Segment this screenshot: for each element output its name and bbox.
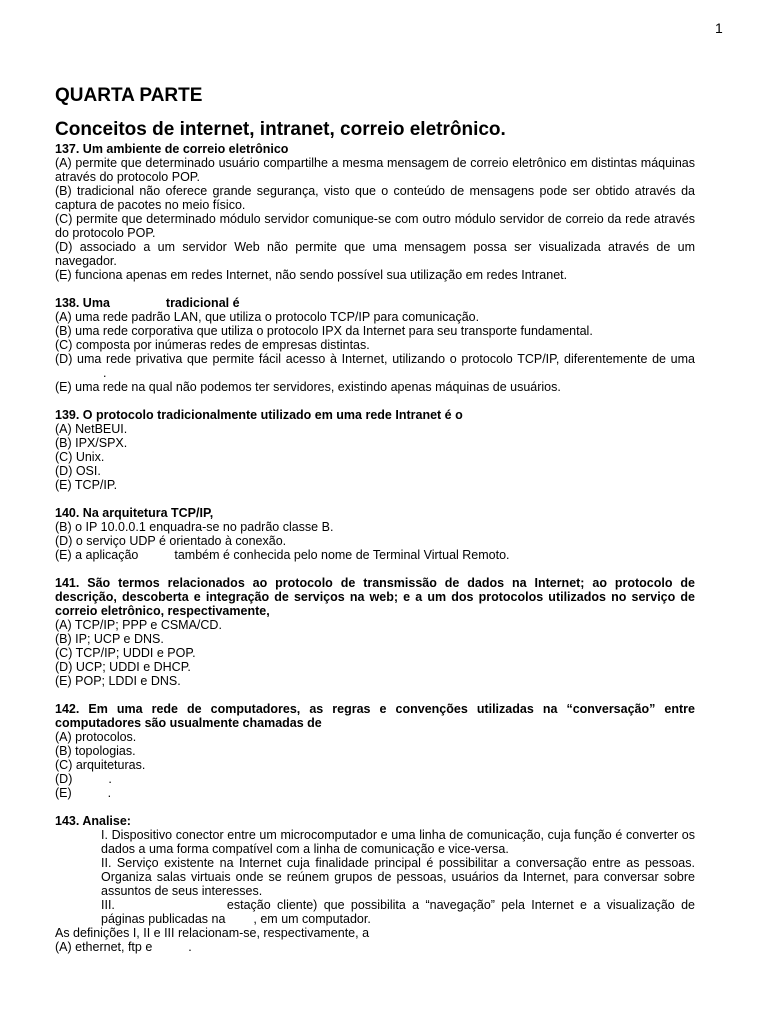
option-c: (C) permite que determinado módulo servidor comunique-se com outro módulo servidor de correio da rede através do protocolo POP. bbox=[55, 212, 695, 240]
question-143 bbox=[55, 814, 695, 954]
option-d bbox=[55, 772, 695, 786]
option-c: (C) arquiteturas. bbox=[55, 758, 146, 772]
option-d: (D) o serviço UDP é orientado à conexão. bbox=[55, 534, 287, 548]
question-stem: 137. Um ambiente de correio eletrônico bbox=[55, 142, 289, 156]
question-137 bbox=[55, 142, 695, 282]
option-e-end: também é conhecida pelo nome de Terminal Virtual Remoto. bbox=[174, 548, 510, 562]
statement-i: I. Dispositivo conector entre um microcomputador e uma linha de comunicação, cuja função é converter os dados a uma forma compatível com a linha de comunicação e vice-versa. bbox=[101, 828, 695, 856]
option-a: (A) NetBEUI. bbox=[55, 422, 128, 436]
statement-ii: II. Serviço existente na Internet cuja finalidade principal é possibilitar a conversação entre as pessoas. Organiza salas virtuais onde se reúnem grupos de pessoas, usuários da Internet, para conversar sobre assuntos de seus interesses. bbox=[101, 856, 695, 898]
stem-start: 138. Uma bbox=[55, 296, 110, 310]
option-e: (E) POP; LDDI e DNS. bbox=[55, 674, 181, 688]
document-body bbox=[55, 84, 695, 954]
option-b: (B) uma rede corporativa que utiliza o protocolo IPX da Internet para seu transporte fundamental. bbox=[55, 324, 593, 338]
option-b: (B) tradicional não oferece grande segurança, visto que o conteúdo de mensagens pode ser obtido através da captura de pacotes no meio físico. bbox=[55, 184, 695, 212]
option-a: (A) uma rede padrão LAN, que utiliza o protocolo TCP/IP para comunicação. bbox=[55, 310, 480, 324]
option-d: (D) associado a um servidor Web não permite que uma mensagem possa ser visualizada através de um navegador. bbox=[55, 240, 695, 268]
option-e: (E) TCP/IP. bbox=[55, 478, 118, 492]
option-b: (B) o IP 10.0.0.1 enquadra-se no padrão classe B. bbox=[55, 520, 334, 534]
question-142 bbox=[55, 702, 695, 800]
option-e: (E) funciona apenas em redes Internet, não sendo possível sua utilização em redes Intranet. bbox=[55, 268, 568, 282]
option-a: (A) permite que determinado usuário compartilhe a mesma mensagem de correio eletrônico em distintas máquinas através do protocolo POP. bbox=[55, 156, 695, 184]
option-c: (C) composta por inúmeras redes de empresas distintas. bbox=[55, 338, 370, 352]
statement-iii bbox=[55, 898, 695, 926]
question-stem: 142. Em uma rede de computadores, as regras e convenções utilizadas na “conversação” entre computadores são usualmente chamadas de bbox=[55, 702, 695, 730]
section-title: Conceitos de internet, intranet, correio eletrônico. bbox=[55, 119, 506, 140]
question-stem: 141. São termos relacionados ao protocolo de transmissão de dados na Internet; ao protocolo de descrição, descoberta e integração de serviços na web; e a um dos protocolos utilizados no serviço de correio eletrônico, respectivamente, bbox=[55, 576, 695, 618]
option-a-end: . bbox=[188, 940, 192, 954]
question-stem bbox=[55, 296, 695, 310]
option-a: (A) protocolos. bbox=[55, 730, 137, 744]
conclusion: As definições I, II e III relacionam-se, respectivamente, a bbox=[55, 926, 370, 940]
option-e-start: (E) a aplicação bbox=[55, 548, 139, 562]
statement-iii-middle: estação cliente) que possibilita a “navegação” pela Internet e a visualização de páginas publicadas na bbox=[101, 898, 695, 926]
statement-iii-start: III. bbox=[101, 898, 115, 912]
question-139 bbox=[55, 408, 695, 492]
question-141 bbox=[55, 576, 695, 688]
option-e bbox=[55, 786, 695, 800]
option-b: (B) topologias. bbox=[55, 744, 136, 758]
option-e bbox=[55, 548, 695, 562]
question-stem: 140. Na arquitetura TCP/IP, bbox=[55, 506, 214, 520]
statement-iii-end: , em um computador. bbox=[253, 912, 371, 926]
option-b: (B) IP; UCP e DNS. bbox=[55, 632, 164, 646]
option-d bbox=[55, 352, 695, 380]
question-stem: 139. O protocolo tradicionalmente utilizado em uma rede Intranet é o bbox=[55, 408, 463, 422]
question-140 bbox=[55, 506, 695, 562]
option-d: (D) UCP; UDDI e DHCP. bbox=[55, 660, 191, 674]
option-e: (E) uma rede na qual não podemos ter servidores, existindo apenas máquinas de usuários. bbox=[55, 380, 561, 394]
option-d-end: . bbox=[108, 772, 112, 786]
option-a bbox=[55, 940, 695, 954]
question-138 bbox=[55, 296, 695, 394]
option-a-text: (A) ethernet, ftp e bbox=[55, 940, 153, 954]
page-number: 1 bbox=[715, 20, 723, 36]
stem-end: tradicional é bbox=[165, 296, 240, 310]
option-d-label: (D) bbox=[55, 772, 73, 786]
option-e-label: (E) bbox=[55, 786, 72, 800]
option-e-end: . bbox=[107, 786, 112, 800]
part-title: QUARTA PARTE bbox=[55, 85, 203, 106]
option-c: (C) TCP/IP; UDDI e POP. bbox=[55, 646, 196, 660]
option-a: (A) TCP/IP; PPP e CSMA/CD. bbox=[55, 618, 222, 632]
question-stem: 143. Analise: bbox=[55, 814, 131, 828]
option-d: (D) OSI. bbox=[55, 464, 101, 478]
option-d-text: (D) uma rede privativa que permite fácil acesso à Internet, utilizando o protocolo TCP/IP, diferentemente de uma bbox=[55, 352, 695, 366]
option-b: (B) IPX/SPX. bbox=[55, 436, 128, 450]
option-d-end: . bbox=[103, 366, 107, 380]
option-c: (C) Unix. bbox=[55, 450, 105, 464]
